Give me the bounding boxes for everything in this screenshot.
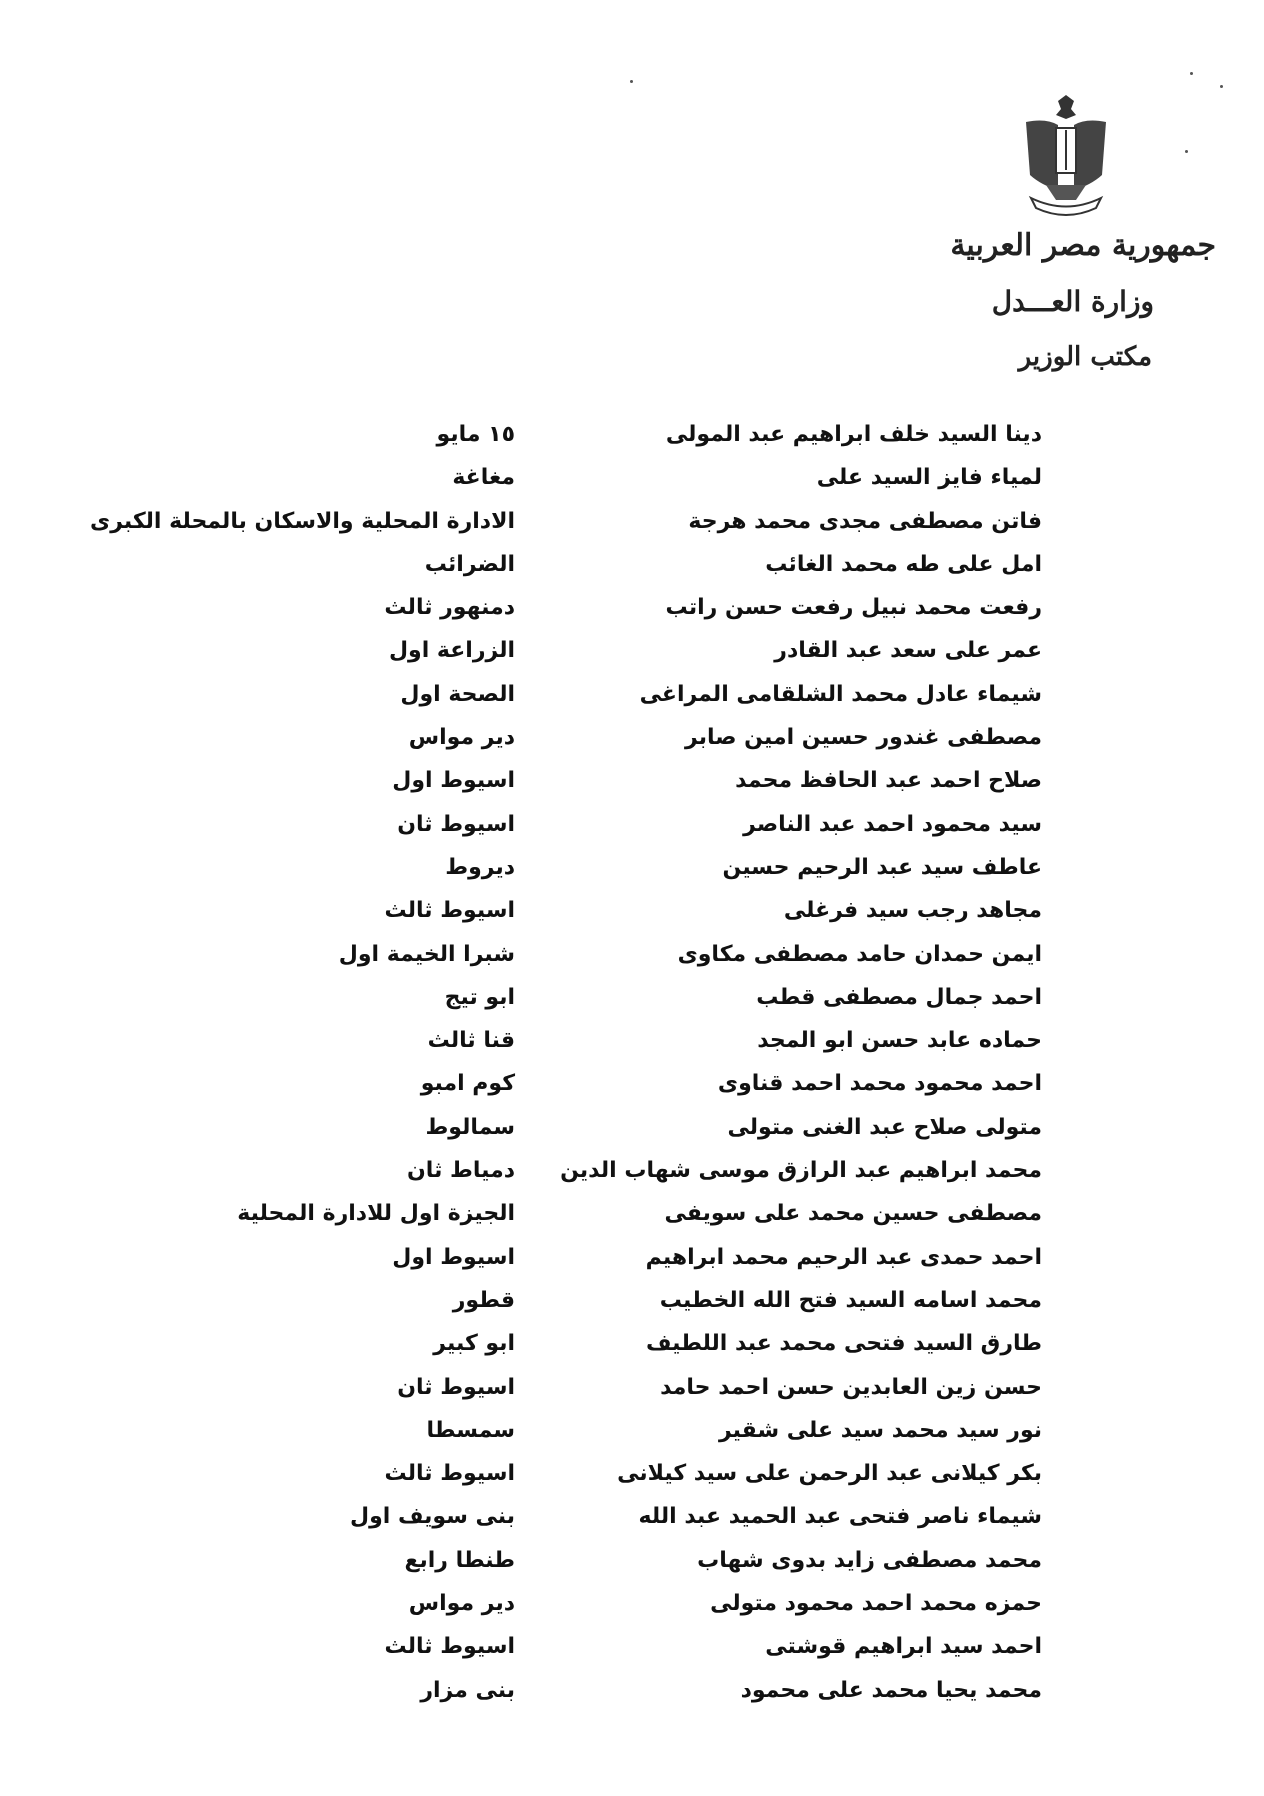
list-item	[0, 1672, 1264, 1715]
list-item	[0, 632, 1264, 675]
assigned-location: مغاغة	[452, 465, 515, 491]
assigned-location: اسيوط اول	[392, 768, 515, 794]
assigned-location: ١٥ مايو	[436, 422, 515, 447]
eagle-emblem-icon	[1016, 90, 1116, 220]
list-item	[0, 806, 1264, 849]
list-item	[0, 979, 1264, 1022]
list-item	[0, 546, 1264, 589]
assigned-location: شبرا الخيمة اول	[338, 941, 515, 967]
list-item	[0, 1109, 1264, 1152]
person-name: محمد يحيا محمد على محمود	[740, 1677, 1042, 1703]
ministry-heading: وزارة العـــدل	[991, 285, 1154, 318]
person-name: دينا السيد خلف ابراهيم عبد المولى	[665, 422, 1042, 447]
person-name: طارق السيد فتحى محمد عبد اللطيف	[645, 1331, 1042, 1357]
list-item	[0, 1542, 1264, 1585]
person-name: حماده عابد حسن ابو المجد	[757, 1028, 1042, 1054]
assigned-location: ديروط	[445, 854, 515, 880]
assigned-location: قنا ثالث	[427, 1028, 515, 1054]
person-name: متولى صلاح عبد الغنى متولى	[727, 1114, 1042, 1140]
person-name: عمر على سعد عبد القادر	[774, 638, 1042, 664]
assigned-location: الصحة اول	[400, 681, 515, 707]
person-name: احمد سيد ابراهيم قوشتى	[765, 1634, 1042, 1660]
list-item	[0, 416, 1264, 459]
list-item	[0, 762, 1264, 805]
assigned-location: اسيوط اول	[392, 1244, 515, 1270]
assigned-location: سمسطا	[426, 1417, 515, 1443]
person-name: نور سيد محمد سيد على شقير	[719, 1417, 1042, 1443]
list-item	[0, 892, 1264, 935]
assigned-location: كوم امبو	[420, 1071, 515, 1097]
office-heading: مكتب الوزير	[1018, 342, 1152, 372]
list-item	[0, 1282, 1264, 1325]
person-name: احمد محمود محمد احمد قناوى	[717, 1071, 1042, 1097]
list-item	[0, 1412, 1264, 1455]
list-item	[0, 1195, 1264, 1238]
country-heading: جمهورية مصر العربية	[950, 228, 1216, 263]
list-item	[0, 589, 1264, 632]
assigned-location: اسيوط ثالث	[384, 898, 515, 924]
person-name: حسن زين العابدين حسن احمد حامد	[660, 1374, 1042, 1400]
assigned-location: اسيوط ثالث	[384, 1461, 515, 1487]
assigned-location: دمنهور ثالث	[384, 595, 515, 621]
list-item	[0, 1585, 1264, 1628]
person-name: عاطف سيد عبد الرحيم حسين	[722, 854, 1042, 880]
assigned-location: بنى سويف اول	[349, 1504, 515, 1530]
list-item	[0, 849, 1264, 892]
assigned-location: اسيوط ثان	[397, 811, 515, 837]
list-item	[0, 1455, 1264, 1498]
person-name: محمد اسامه السيد فتح الله الخطيب	[659, 1287, 1042, 1313]
person-name: حمزه محمد احمد محمود متولى	[710, 1591, 1042, 1617]
person-name: مصطفى حسين محمد على سويفى	[664, 1201, 1042, 1227]
person-name: احمد حمدى عبد الرحيم محمد ابراهيم	[645, 1244, 1042, 1270]
list-item	[0, 1022, 1264, 1065]
person-name: مصطفى غندور حسين امين صابر	[685, 725, 1042, 751]
assigned-location: دير مواس	[408, 1591, 515, 1617]
assigned-location: بنى مزار	[420, 1677, 515, 1703]
person-name: ايمن حمدان حامد مصطفى مكاوى	[677, 941, 1042, 967]
assigned-location: سمالوط	[425, 1114, 515, 1140]
list-item	[0, 676, 1264, 719]
person-name: شيماء عادل محمد الشلقامى المراغى	[639, 681, 1042, 707]
assigned-location: الضرائب	[424, 551, 515, 577]
person-name: احمد جمال مصطفى قطب	[756, 984, 1042, 1010]
list-item	[0, 1628, 1264, 1671]
assigned-location: طنطا رابع	[404, 1547, 515, 1573]
person-name: فاتن مصطفى مجدى محمد هرجة	[688, 508, 1042, 534]
list-item	[0, 936, 1264, 979]
person-name: محمد مصطفى زايد بدوى شهاب	[697, 1547, 1042, 1573]
assigned-location: ابو كبير	[433, 1331, 515, 1357]
person-name: صلاح احمد عبد الحافظ محمد	[735, 768, 1042, 794]
person-name: سيد محمود احمد عبد الناصر	[743, 811, 1042, 837]
scan-speck	[1185, 150, 1188, 153]
list-item	[0, 1325, 1264, 1368]
scan-speck	[630, 80, 633, 83]
appointments-list	[0, 416, 1264, 1715]
person-name: شيماء ناصر فتحى عبد الحميد عبد الله	[638, 1504, 1042, 1530]
person-name: مجاهد رجب سيد فرغلى	[783, 898, 1042, 924]
list-item	[0, 503, 1264, 546]
list-item	[0, 1065, 1264, 1108]
assigned-location: دمياط ثان	[407, 1158, 515, 1184]
list-item	[0, 1498, 1264, 1541]
person-name: امل على طه محمد الغائب	[765, 551, 1042, 577]
assigned-location: دير مواس	[408, 725, 515, 751]
person-name: محمد ابراهيم عبد الرازق موسى شهاب الدين	[560, 1158, 1042, 1184]
assigned-location: اسيوط ثان	[397, 1374, 515, 1400]
assigned-location: الادارة المحلية والاسكان بالمحلة الكبرى	[90, 508, 515, 534]
person-name: بكر كيلانى عبد الرحمن على سيد كيلانى	[617, 1461, 1042, 1487]
scan-speck	[1220, 85, 1223, 88]
person-name: رفعت محمد نبيل رفعت حسن راتب	[665, 595, 1042, 621]
list-item	[0, 1239, 1264, 1282]
assigned-location: الزراعة اول	[388, 638, 515, 664]
assigned-location: قطور	[452, 1287, 515, 1313]
list-item	[0, 1369, 1264, 1412]
assigned-location: الجيزة اول للادارة المحلية	[237, 1201, 515, 1227]
list-item	[0, 1152, 1264, 1195]
scan-speck	[1190, 72, 1193, 75]
person-name: لمياء فايز السيد على	[816, 465, 1042, 491]
assigned-location: اسيوط ثالث	[384, 1634, 515, 1660]
list-item	[0, 719, 1264, 762]
list-item	[0, 459, 1264, 502]
assigned-location: ابو تيج	[444, 984, 515, 1010]
